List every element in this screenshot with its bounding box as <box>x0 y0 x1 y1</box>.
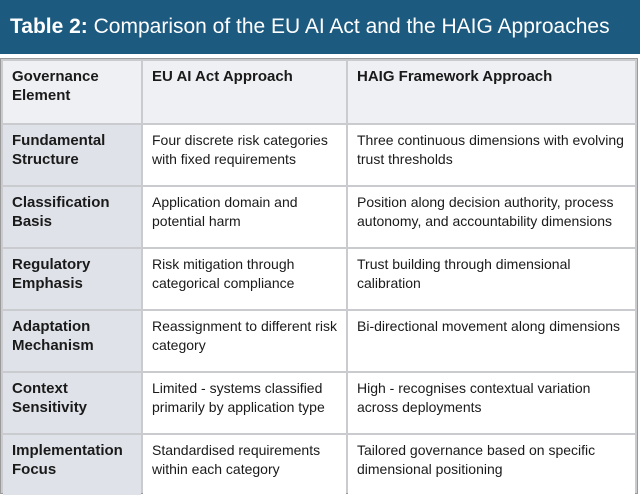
haig-cell: Bi-directional movement along dimensions <box>348 311 635 371</box>
row-label: Implementation Focus <box>3 435 141 495</box>
eu-cell: Standardised requirements within each category <box>143 435 346 495</box>
haig-cell: Position along decision authority, process autonomy, and accountability dimensions <box>348 187 635 247</box>
haig-cell: Trust building through dimensional calibration <box>348 249 635 309</box>
table-row <box>3 187 635 247</box>
table-row <box>3 249 635 309</box>
haig-cell: High - recognises contextual variation across deployments <box>348 373 635 433</box>
eu-cell: Application domain and potential harm <box>143 187 346 247</box>
row-label: Context Sensitivity <box>3 373 141 433</box>
comparison-table-wrapper <box>0 58 638 494</box>
table-title <box>0 0 640 54</box>
row-label: Regulatory Emphasis <box>3 249 141 309</box>
eu-cell: Risk mitigation through categorical compliance <box>143 249 346 309</box>
eu-cell: Four discrete risk categories with fixed requirements <box>143 125 346 185</box>
haig-cell: Three continuous dimensions with evolving trust thresholds <box>348 125 635 185</box>
column-header-governance-element: Governance Element <box>3 61 141 123</box>
comparison-table <box>1 59 637 497</box>
row-label: Fundamental Structure <box>3 125 141 185</box>
table-header-row <box>3 61 635 123</box>
column-header-haig: HAIG Framework Approach <box>348 61 635 123</box>
eu-cell: Limited - systems classified primarily by application type <box>143 373 346 433</box>
table-title-text: Comparison of the EU AI Act and the HAIG Approaches <box>87 15 610 38</box>
eu-cell: Reassignment to different risk category <box>143 311 346 371</box>
table-title-prefix: Table 2: <box>10 15 88 38</box>
table-row <box>3 311 635 371</box>
column-header-eu-ai-act: EU AI Act Approach <box>143 61 346 123</box>
table-row <box>3 125 635 185</box>
haig-cell: Tailored governance based on specific dimensional positioning <box>348 435 635 495</box>
row-label: Adaptation Mechanism <box>3 311 141 371</box>
table-row <box>3 435 635 495</box>
row-label: Classification Basis <box>3 187 141 247</box>
table-row <box>3 373 635 433</box>
